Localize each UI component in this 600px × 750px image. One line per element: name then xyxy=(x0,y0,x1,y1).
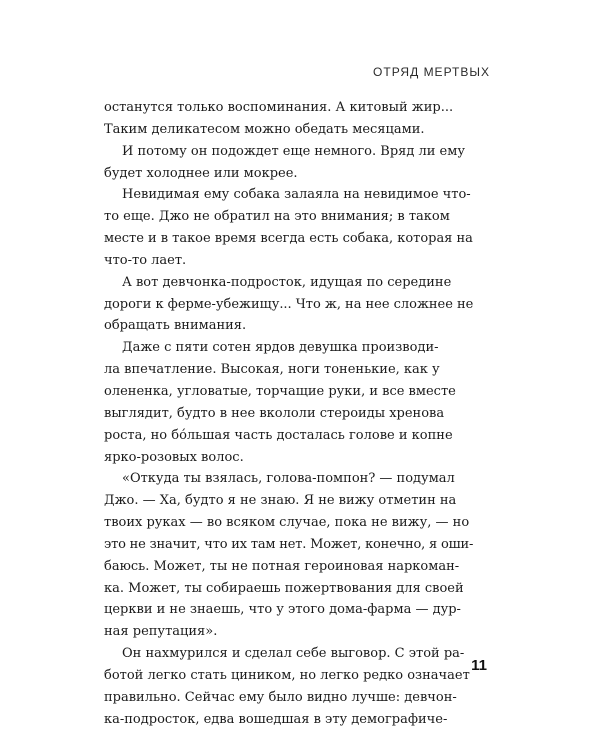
text-line: дороги к ферме-убежищу... Что ж, на нее сложнее не xyxy=(104,296,474,312)
text-line: А вот девчонка-подросток, идущая по середине xyxy=(122,274,452,290)
text-line: Он нахмурился и сделал себе выговор. С этой ра- xyxy=(122,646,465,662)
text-line: обращать внимания. xyxy=(104,318,247,334)
text-line: выглядит, будто в нее вкололи стероиды хренова xyxy=(104,405,445,421)
text-line: ботой легко стать циником, но легко редко означает xyxy=(104,667,470,683)
text-line: олененка, угловатые, торчащие руки, и все вместе xyxy=(104,383,456,399)
text-line: ная репутация». xyxy=(104,624,218,640)
text-line: месте и в такое время всегда есть собака, которая на xyxy=(104,231,473,247)
text-line: Даже с пяти сотен ярдов девушка производи- xyxy=(122,340,439,356)
text-line: то еще. Джо не обратил на это внимания; в таком xyxy=(104,209,450,225)
text-line: баюсь. Может, ты не потная героиновая наркоман- xyxy=(104,558,460,574)
text-line: твоих руках — во всяком случае, пока не вижу, — но xyxy=(104,515,470,531)
text-line: ка. Может, ты собираешь пожертвования для своей xyxy=(104,580,464,596)
text-line: И потому он подождет еще немного. Вряд ли ему xyxy=(122,143,465,159)
text-line: ярко-розовых волос. xyxy=(104,449,244,465)
text-line: «Откуда ты взялась, голова-помпон? — подумал xyxy=(122,471,455,487)
text-line: Таким деликатесом можно обедать месяцами. xyxy=(104,121,425,137)
body-text xyxy=(104,97,473,730)
text-line: церкви и не знаешь, что у этого дома-фарма — дур- xyxy=(104,602,461,618)
text-line: будет холоднее или мокрее. xyxy=(104,165,298,181)
text-line: что-то лает. xyxy=(104,252,187,268)
text-line: останутся только воспоминания. А китовый жир... xyxy=(104,100,454,115)
text-line: ла впечатление. Высокая, ноги тоненькие, как у xyxy=(104,362,440,378)
text-line: Джо. — Ха, будто я не знаю. Я не вижу отметин на xyxy=(104,493,457,509)
text-line: Невидимая ему собака залаяла на невидимое что- xyxy=(122,187,471,203)
text-line: правильно. Сейчас ему было видно лучше: девчон- xyxy=(104,689,457,705)
text-line: ка-подросток, едва вошедшая в эту демографиче- xyxy=(104,711,448,727)
running-head: ОТРЯД МЕРТВЫХ xyxy=(373,65,490,79)
page-number: 11 xyxy=(471,657,487,674)
text-line: это не значит, что их там нет. Может, конечно, я оши- xyxy=(104,536,474,552)
text-line: роста, но бо́льшая часть досталась голове и копне xyxy=(104,427,453,443)
